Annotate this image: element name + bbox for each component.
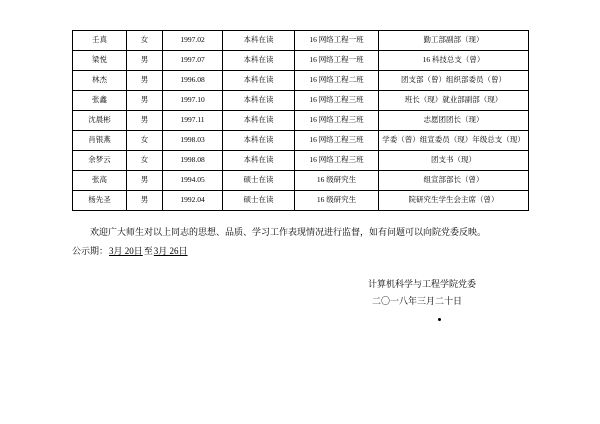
publicity-period-label: 公示期：: [72, 246, 109, 257]
notice-block: [72, 224, 528, 260]
cell-post: 团支部（曾）组织部委员（曾）: [379, 71, 529, 91]
cell-name: 梁悦: [73, 51, 127, 71]
cell-post: 组宣部部长（曾）: [379, 171, 529, 191]
cell-birthdate: 1992.04: [163, 191, 223, 211]
cell-status: 本科在读: [223, 91, 295, 111]
cell-post: 班长（现）就业部副部（现）: [379, 91, 529, 111]
cell-class: 16 网络工程一班: [295, 51, 379, 71]
cell-status: 本科在读: [223, 51, 295, 71]
cell-sex: 男: [127, 51, 163, 71]
cell-sex: 男: [127, 71, 163, 91]
cell-status: 硕士在读: [223, 171, 295, 191]
signature-block: [72, 276, 528, 310]
cell-birthdate: 1994.05: [163, 171, 223, 191]
cell-post: 勤工部副部（现）: [379, 31, 529, 51]
cell-post: 学委（曾）组宣委员（现）年级总支（现）: [379, 131, 529, 151]
signature-organization: 计算机科学与工程学院党委: [367, 279, 476, 290]
stray-mark: [438, 318, 441, 321]
cell-name: 杨先圣: [73, 191, 127, 211]
publicity-period-line: [72, 243, 528, 260]
cell-sex: 男: [127, 191, 163, 211]
cell-sex: 女: [127, 31, 163, 51]
cell-class: 16 网络工程一班: [295, 31, 379, 51]
document-body: [72, 30, 528, 310]
cell-class: 16 网络工程三班: [295, 131, 379, 151]
cell-name: 沈晨彬: [73, 111, 127, 131]
table-row: [73, 111, 529, 131]
publicity-end-date: 3月 26日: [153, 246, 188, 257]
cell-status: 本科在读: [223, 151, 295, 171]
table-row: [73, 131, 529, 151]
cell-status: 本科在读: [223, 111, 295, 131]
cell-sex: 男: [127, 171, 163, 191]
cell-birthdate: 1998.08: [163, 151, 223, 171]
cell-status: 本科在读: [223, 71, 295, 91]
cell-class: 16 网络工程二班: [295, 71, 379, 91]
cell-birthdate: 1997.07: [163, 51, 223, 71]
cell-post: 16 科技总支（曾）: [379, 51, 529, 71]
cell-birthdate: 1997.02: [163, 31, 223, 51]
cell-name: 张高: [73, 171, 127, 191]
cell-sex: 女: [127, 151, 163, 171]
cell-sex: 女: [127, 131, 163, 151]
table-row: [73, 151, 529, 171]
table-row: [73, 171, 529, 191]
cell-name: 张鑫: [73, 91, 127, 111]
publicity-start-date: 3月 20日: [109, 246, 143, 257]
cell-status: 硕士在读: [223, 191, 295, 211]
cell-sex: 男: [127, 91, 163, 111]
cell-birthdate: 1996.08: [163, 71, 223, 91]
table-row: [73, 91, 529, 111]
table-row: [73, 31, 529, 51]
cell-post: 志愿团团长（现）: [379, 111, 529, 131]
table-row: [73, 51, 529, 71]
table-row: [73, 191, 529, 211]
cell-class: 16 网络工程三班: [295, 111, 379, 131]
cell-name: 壬真: [73, 31, 127, 51]
cell-class: 16 级研究生: [295, 171, 379, 191]
publicity-date-separator: 至: [143, 246, 153, 257]
table-row: [73, 71, 529, 91]
cell-class: 16 网络工程三班: [295, 151, 379, 171]
cell-post: 团支书（现）: [379, 151, 529, 171]
notice-text: 欢迎广大师生对以上同志的思想、品质、学习工作表现情况进行监督，如有问题可以向院党委反映。: [90, 227, 487, 237]
cell-birthdate: 1997.10: [163, 91, 223, 111]
signature-date: 二〇一八年三月二十日: [371, 296, 462, 307]
cell-post: 院研究生学生会主席（曾）: [379, 191, 529, 211]
cell-class: 16 网络工程三班: [295, 91, 379, 111]
cell-birthdate: 1998.03: [163, 131, 223, 151]
cell-name: 肖银燕: [73, 131, 127, 151]
cell-sex: 男: [127, 111, 163, 131]
cell-status: 本科在读: [223, 31, 295, 51]
cell-name: 余梦云: [73, 151, 127, 171]
cell-name: 林杰: [73, 71, 127, 91]
cell-birthdate: 1997.11: [163, 111, 223, 131]
cell-class: 16 级研究生: [295, 191, 379, 211]
cell-status: 本科在读: [223, 131, 295, 151]
personnel-table: [72, 30, 529, 211]
table-body: [73, 31, 529, 211]
